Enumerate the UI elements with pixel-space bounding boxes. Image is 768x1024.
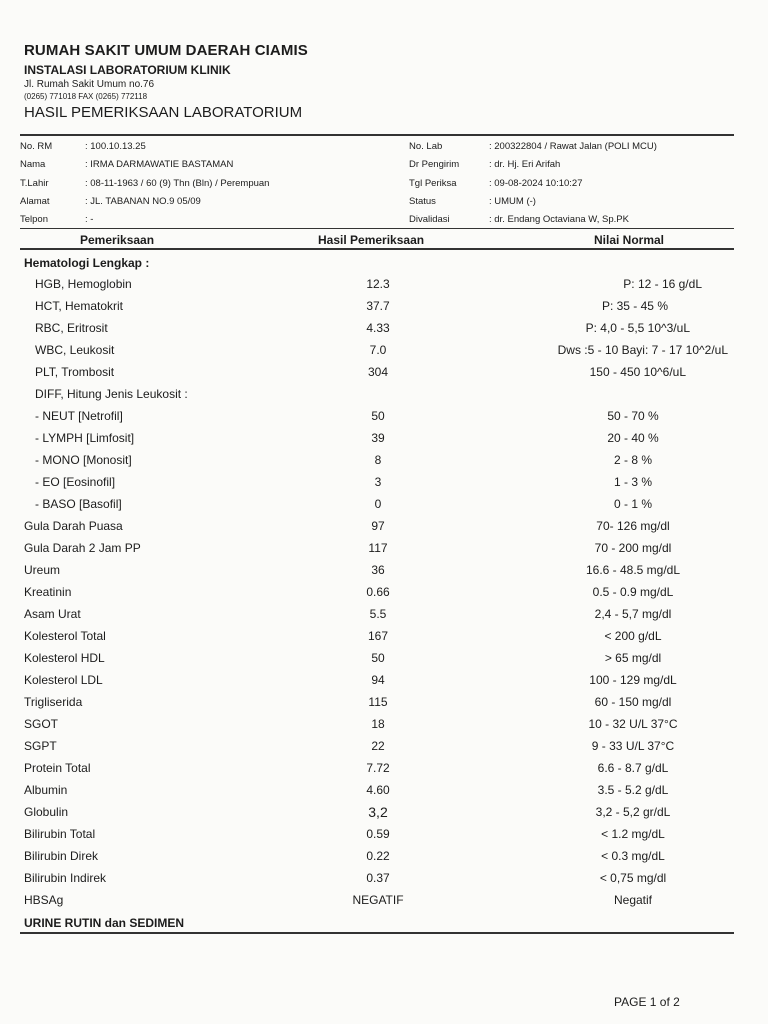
test-normal-range: Dws :5 - 10 Bayi: 7 - 17 10^2/uL bbox=[557, 343, 728, 357]
result-row-sgpt bbox=[0, 739, 768, 761]
result-row-plt bbox=[0, 365, 768, 387]
result-row-bilirubin-total bbox=[0, 827, 768, 849]
patient-label-rm: No. RM bbox=[20, 141, 53, 152]
test-normal-range: 70- 126 mg/dl bbox=[596, 519, 670, 533]
test-name: - LYMPH [Limfosit] bbox=[35, 431, 135, 445]
test-result: 50 bbox=[371, 651, 385, 665]
test-name: - EO [Eosinofil] bbox=[35, 475, 116, 489]
patient-value-phone: : - bbox=[85, 214, 94, 225]
result-row-lymph bbox=[0, 431, 768, 453]
result-row-gdp bbox=[0, 519, 768, 541]
test-normal-range: 100 - 129 mg/dL bbox=[589, 673, 677, 687]
result-row-bilirubin-direk bbox=[0, 849, 768, 871]
patient-value-rm: : 100.10.13.25 bbox=[85, 141, 146, 152]
test-name: Asam Urat bbox=[24, 607, 81, 621]
test-result: 4.33 bbox=[366, 321, 390, 335]
patient-value-status: : UMUM (-) bbox=[489, 196, 536, 207]
test-normal-range: 0 - 1 % bbox=[613, 497, 652, 511]
test-result: 94 bbox=[371, 673, 385, 687]
test-name: Kolesterol HDL bbox=[24, 651, 105, 665]
patient-label-lab-no: No. Lab bbox=[409, 141, 443, 152]
test-name: Kolesterol LDL bbox=[24, 673, 103, 687]
test-normal-range: P: 4,0 - 5,5 10^3/uL bbox=[585, 321, 690, 335]
test-normal-range: 16.6 - 48.5 mg/dL bbox=[585, 563, 681, 577]
test-result: 5.5 bbox=[369, 607, 387, 621]
test-name: SGOT bbox=[24, 717, 59, 731]
test-name: Trigliserida bbox=[24, 695, 83, 709]
patient-label-status: Status bbox=[409, 196, 436, 207]
test-normal-range: P: 12 - 16 g/dL bbox=[623, 277, 702, 291]
test-result: 7.72 bbox=[366, 761, 390, 775]
test-normal-range: 60 - 150 mg/dl bbox=[594, 695, 672, 709]
result-row-albumin bbox=[0, 783, 768, 805]
test-normal-range: 3,2 - 5,2 gr/dL bbox=[595, 805, 671, 819]
test-normal-range: < 0,75 mg/dl bbox=[599, 871, 667, 885]
test-result: 97 bbox=[371, 519, 385, 533]
patient-label-name: Nama bbox=[20, 159, 46, 170]
test-normal-range: 6.6 - 8.7 g/dL bbox=[597, 761, 669, 775]
test-result: NEGATIF bbox=[352, 893, 404, 907]
hospital-phone: (0265) 771018 FAX (0265) 772118 bbox=[24, 92, 148, 101]
test-result: 8 bbox=[374, 453, 382, 467]
result-row-ldl bbox=[0, 673, 768, 695]
result-row-rbc bbox=[0, 321, 768, 343]
patient-value-address: : JL. TABANAN NO.9 05/09 bbox=[85, 196, 201, 207]
result-row-hbsag bbox=[0, 893, 768, 915]
patient-value-dob: : 08-11-1963 / 60 (9) Thn (Bln) / Perempuan bbox=[85, 178, 270, 189]
test-result: 0.22 bbox=[366, 849, 390, 863]
patient-value-name: : IRMA DARMAWATIE BASTAMAN bbox=[85, 159, 234, 170]
result-row-wbc bbox=[0, 343, 768, 365]
test-result: 3,2 bbox=[368, 804, 388, 820]
test-normal-range: 9 - 33 U/L 37°C bbox=[591, 739, 675, 753]
result-row-hdl bbox=[0, 651, 768, 673]
page-number: PAGE 1 of 2 bbox=[614, 995, 680, 1009]
test-normal-range: 1 - 3 % bbox=[613, 475, 652, 489]
hospital-address: Jl. Rumah Sakit Umum no.76 bbox=[24, 79, 155, 90]
test-name: Bilirubin Indirek bbox=[24, 871, 107, 885]
test-name: Ureum bbox=[24, 563, 61, 577]
test-name: HBSAg bbox=[24, 893, 64, 907]
test-result: 37.7 bbox=[366, 299, 390, 313]
result-row-bilirubin-indirek bbox=[0, 871, 768, 893]
test-name: WBC, Leukosit bbox=[35, 343, 115, 357]
test-result: 0 bbox=[374, 497, 382, 511]
hospital-name: RUMAH SAKIT UMUM DAERAH CIAMIS bbox=[24, 42, 308, 59]
info-divider bbox=[20, 228, 734, 229]
result-row-gd2pp bbox=[0, 541, 768, 563]
result-row-kolesterol-total bbox=[0, 629, 768, 651]
result-row-sgot bbox=[0, 717, 768, 739]
result-row-trigliserida bbox=[0, 695, 768, 717]
test-normal-range: 2 - 8 % bbox=[613, 453, 652, 467]
test-name: Gula Darah Puasa bbox=[24, 519, 123, 533]
column-header-result: Hasil Pemeriksaan bbox=[318, 233, 425, 247]
result-row-kreatinin bbox=[0, 585, 768, 607]
test-result: 0.37 bbox=[366, 871, 390, 885]
lab-unit-name: INSTALASI LABORATORIUM KLINIK bbox=[24, 63, 231, 77]
patient-value-referrer: : dr. Hj. Eri Arifah bbox=[489, 159, 561, 170]
test-result: 0.66 bbox=[366, 585, 390, 599]
test-normal-range: P: 35 - 45 % bbox=[601, 299, 668, 313]
test-result: 304 bbox=[367, 365, 389, 379]
patient-label-exam-date: Tgl Periksa bbox=[409, 178, 457, 189]
header-divider bbox=[20, 134, 734, 136]
column-header-normal: Nilai Normal bbox=[594, 233, 665, 247]
test-result: 50 bbox=[371, 409, 385, 423]
patient-value-lab-no: : 200322804 / Rawat Jalan (POLI MCU) bbox=[489, 141, 657, 152]
test-name: Kolesterol Total bbox=[24, 629, 106, 643]
test-result: 12.3 bbox=[366, 277, 390, 291]
patient-label-phone: Telpon bbox=[20, 214, 48, 225]
test-normal-range: Negatif bbox=[613, 893, 653, 907]
patient-value-exam-date: : 09-08-2024 10:10:27 bbox=[489, 178, 583, 189]
test-result: 117 bbox=[368, 541, 388, 555]
patient-label-validated: Divalidasi bbox=[409, 214, 450, 225]
test-normal-range: 20 - 40 % bbox=[607, 431, 659, 445]
result-row-protein-total bbox=[0, 761, 768, 783]
test-normal-range: < 200 g/dL bbox=[604, 629, 662, 643]
test-normal-range: 0.5 - 0.9 mg/dL bbox=[592, 585, 674, 599]
test-name: - NEUT [Netrofil] bbox=[35, 409, 123, 423]
test-name: Albumin bbox=[24, 783, 68, 797]
test-name: Bilirubin Direk bbox=[24, 849, 99, 863]
test-result: 0.59 bbox=[366, 827, 390, 841]
test-name: Globulin bbox=[24, 805, 69, 819]
result-row-baso bbox=[0, 497, 768, 519]
test-normal-range: 150 - 450 10^6/uL bbox=[589, 365, 686, 379]
test-result: 115 bbox=[368, 695, 388, 709]
test-normal-range: 70 - 200 mg/dl bbox=[594, 541, 672, 555]
result-row-asam-urat bbox=[0, 607, 768, 629]
test-result: 4.60 bbox=[366, 783, 390, 797]
test-result: 7.0 bbox=[369, 343, 387, 357]
test-normal-range: 3.5 - 5.2 g/dL bbox=[597, 783, 669, 797]
result-row-neut bbox=[0, 409, 768, 431]
test-name: Bilirubin Total bbox=[24, 827, 96, 841]
report-title: HASIL PEMERIKSAAN LABORATORIUM bbox=[24, 104, 303, 121]
test-normal-range: 10 - 32 U/L 37°C bbox=[588, 717, 678, 731]
test-result: 22 bbox=[371, 739, 385, 753]
bottom-divider bbox=[20, 932, 734, 934]
column-header-exam: Pemeriksaan bbox=[80, 233, 155, 247]
test-name: SGPT bbox=[24, 739, 57, 753]
test-name: PLT, Trombosit bbox=[35, 365, 115, 379]
test-name: Kreatinin bbox=[24, 585, 72, 599]
result-row-mono bbox=[0, 453, 768, 475]
test-name: Gula Darah 2 Jam PP bbox=[24, 541, 141, 555]
test-result: 36 bbox=[371, 563, 385, 577]
result-row-globulin bbox=[0, 805, 768, 827]
test-result: 167 bbox=[367, 629, 389, 643]
test-normal-range: 2,4 - 5,7 mg/dl bbox=[594, 607, 672, 621]
test-normal-range: < 0.3 mg/dL bbox=[601, 849, 665, 863]
patient-label-address: Alamat bbox=[20, 196, 50, 207]
section-diff-count: DIFF, Hitung Jenis Leukosit : bbox=[35, 387, 188, 401]
result-row-hct bbox=[0, 299, 768, 321]
patient-value-validated: : dr. Endang Octaviana W, Sp.PK bbox=[489, 214, 629, 225]
section-urine: URINE RUTIN dan SEDIMEN bbox=[24, 916, 185, 930]
result-row-eo bbox=[0, 475, 768, 497]
test-result: 3 bbox=[374, 475, 382, 489]
section-hematology: Hematologi Lengkap : bbox=[24, 256, 150, 270]
test-normal-range: < 1.2 mg/dL bbox=[601, 827, 665, 841]
result-row-hgb bbox=[0, 277, 768, 299]
patient-label-dob: T.Lahir bbox=[20, 178, 49, 189]
test-name: HCT, Hematokrit bbox=[35, 299, 124, 313]
test-normal-range: > 65 mg/dl bbox=[604, 651, 662, 665]
test-name: RBC, Eritrosit bbox=[35, 321, 108, 335]
test-result: 18 bbox=[371, 717, 385, 731]
test-name: HGB, Hemoglobin bbox=[35, 277, 132, 291]
patient-label-referrer: Dr Pengirim bbox=[409, 159, 460, 170]
result-row-ureum bbox=[0, 563, 768, 585]
test-name: Protein Total bbox=[24, 761, 91, 775]
test-name: - BASO [Basofil] bbox=[35, 497, 122, 511]
column-header-divider bbox=[20, 248, 734, 250]
test-name: - MONO [Monosit] bbox=[35, 453, 132, 467]
test-normal-range: 50 - 70 % bbox=[607, 409, 659, 423]
test-result: 39 bbox=[371, 431, 385, 445]
